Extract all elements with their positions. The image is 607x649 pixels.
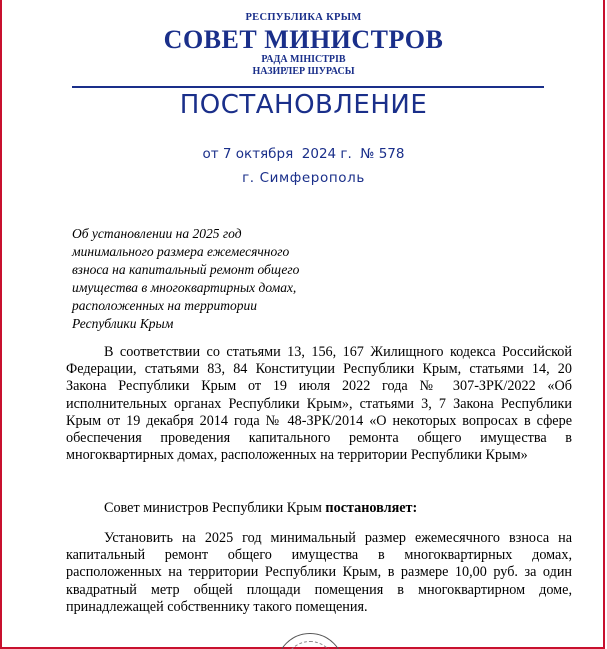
nazir-heading: НАЗИРЛЕР ШУРАСЫ (252, 66, 355, 77)
title-line: расположенных на территории (72, 298, 257, 313)
rada-heading: РАДА МІНІСТРІВ (261, 54, 346, 65)
decree-city: г. Симферополь (242, 170, 365, 186)
decree-subject-title (72, 225, 362, 333)
legal-basis-paragraph: В соответствии со статьями 13, 156, 167 Жилищного кодекса Российской Федерации, статьями 83, 84 Конституции Республики Крым, статьями 14, 20 Закона Республики Крым от 19 июля 2022 года № 307-ЗРК/2022 «Об исполнительных органах Республики Крым», статьями 3, 7 Закона Республики Крым от 19 декабря 2014 года № 48-ЗРК/2014 «О некоторых вопросах в сфере обеспечения проведения капитального ремонта общего имущества в многоквартирных домах, расположенных на территории Республики Крым» (66, 344, 572, 464)
council-heading: СОВЕТ МИНИСТРОВ (163, 25, 444, 54)
title-line: взноса на капитальный ремонт общего (72, 262, 300, 277)
header-divider (72, 86, 544, 88)
title-line: минимального размера ежемесячного (72, 244, 290, 259)
title-line: Республики Крым (72, 316, 174, 331)
republic-heading: РЕСПУБЛИКА КРЫМ (245, 12, 362, 23)
title-line: имущества в многоквартирных домах, (72, 280, 297, 295)
decree-date-number: от 7 октября 2024 г. № 578 (202, 146, 405, 162)
resolution-paragraph (66, 500, 572, 517)
title-line: Об установлении на 2025 год (72, 226, 242, 241)
decision-paragraph: Установить на 2025 год минимальный размер ежемесячного взноса на капитальный ремонт общего имущества в многоквартирных домах, расположенных на территории Республики Крым, в размере 10,00 руб. за один квадратный метр общей площади помещения в многоквартирном доме, принадлежащей собственнику такого помещения. (66, 530, 572, 615)
resolution-prefix: Совет министров Республики Крым (104, 500, 326, 516)
resolution-keyword: постановляет: (325, 500, 418, 516)
decree-type-title: ПОСТАНОВЛЕНИЕ (179, 90, 428, 120)
